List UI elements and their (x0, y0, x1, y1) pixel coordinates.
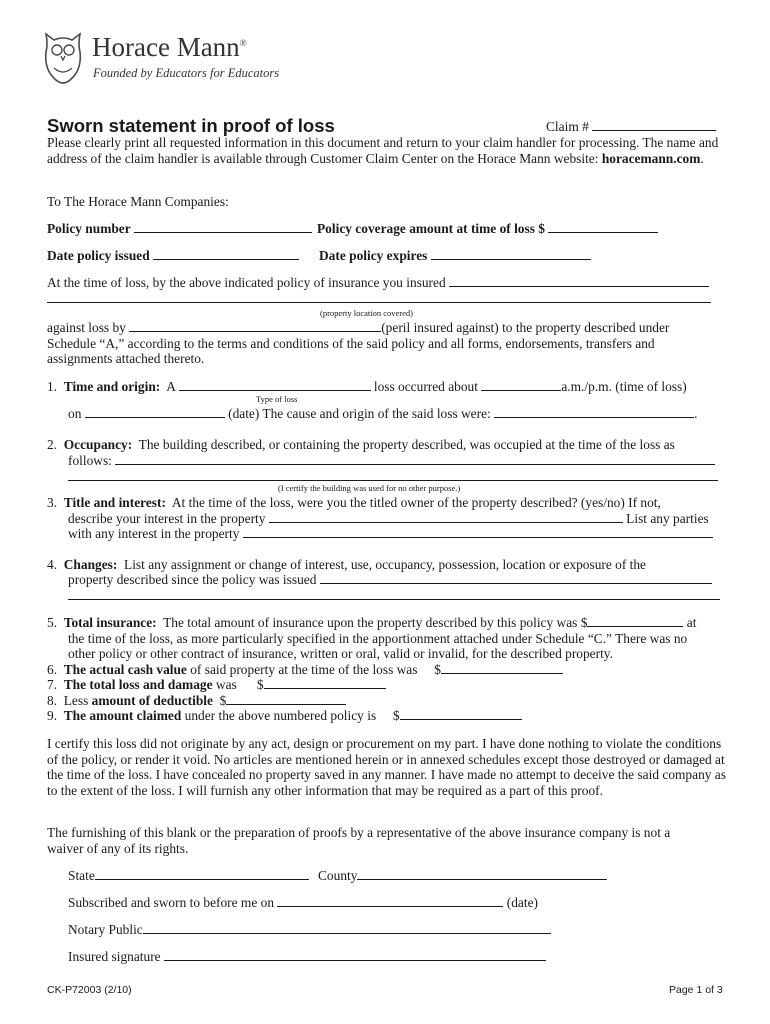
changes-field[interactable]: property described since the policy was issued (68, 572, 712, 587)
changes-blank-2[interactable] (68, 599, 720, 600)
item-4-changes: 4. Changes: List any assignment or change of interest, use, occupancy, possession, location or exposure of the (47, 557, 647, 572)
item-1-time-origin[interactable]: 1. Time and origin: A loss occurred about a.m./p.m. (time of loss) (47, 379, 687, 394)
brand-name: Horace Mann (92, 32, 240, 62)
notary-public-field[interactable]: Notary Public (68, 922, 551, 937)
item-5-line-2: the time of the loss, as more particularly specified in the apportionment attached under Schedule “C.” There was no (68, 631, 688, 646)
state-field[interactable]: State (68, 868, 309, 883)
item-1-date-cause[interactable]: on (date) The cause and origin of the said loss were: . (68, 406, 698, 421)
subscribed-date-field[interactable]: Subscribed and sworn to before me on (date) (68, 895, 538, 910)
item-2-occupancy: 2. Occupancy: The building described, or containing the property described, was occupied at the time of the loss as (47, 437, 675, 452)
furnishing-paragraph: The furnishing of this blank or the preparation of proofs by a representative of the above insurance company is not a waiver of any of its rights. (47, 825, 671, 856)
item-7-total-loss[interactable]: 7. The total loss and damage was $ (47, 677, 386, 692)
type-of-loss-note: Type of loss (256, 394, 298, 404)
occupancy-blank-2[interactable] (68, 480, 718, 481)
intro-text: Please clearly print all requested information in this document and return to your claim handler for processing. The name and address of the claim handler is available through Customer Claim Center on the Horace Mann website: horacemann.com. (47, 135, 719, 166)
page-number: Page 1 of 3 (669, 984, 723, 996)
date-issued-field[interactable]: Date policy issued (47, 248, 299, 263)
coverage-amount-field[interactable]: Policy coverage amount at time of loss $ (317, 221, 658, 236)
item-6-actual-cash-value[interactable]: 6. The actual cash value of said property at the time of the loss was $ (47, 662, 563, 677)
item-3-title-interest: 3. Title and interest: At the time of the loss, were you the titled owner of the property described? (yes/no) If not, (47, 495, 661, 510)
registered-mark: ® (239, 38, 247, 48)
horace-mann-logo (42, 30, 332, 90)
schedule-a-text: Schedule “A,” according to the terms and conditions of the said policy and all forms, endorsements, transfers and (47, 336, 655, 351)
item-5-line-3: other policy or other contract of insurance, written or oral, valid or invalid, for the described property. (68, 646, 613, 661)
item-5-total-insurance[interactable]: 5. Total insurance: The total amount of insurance upon the property described by this policy was $ at (47, 615, 697, 630)
certify-use-note: (I certify the building was used for no other purpose.) (278, 483, 461, 493)
owl-logo-icon (42, 30, 84, 86)
against-loss-line[interactable]: against loss by (peril insured against) to the property described under (47, 320, 670, 335)
insured-line[interactable]: At the time of loss, by the above indicated policy of insurance you insured (47, 275, 709, 290)
claim-label: Claim # (546, 119, 589, 134)
property-location-note: (property location covered) (320, 308, 413, 318)
salutation: To The Horace Mann Companies: (47, 194, 229, 209)
occupancy-follows-field[interactable]: follows: (68, 453, 715, 468)
claim-number-field[interactable] (546, 119, 716, 134)
form-code: CK-P72003 (2/10) (47, 984, 132, 996)
website-link[interactable]: horacemann.com (601, 150, 701, 166)
item-8-deductible[interactable]: 8. Less amount of deductible $ (47, 693, 346, 708)
item-9-amount-claimed[interactable]: 9. The amount claimed under the above numbered policy is $ (47, 708, 522, 723)
property-location-blank[interactable] (47, 302, 711, 303)
policy-number-field[interactable]: Policy number (47, 221, 312, 236)
assignments-text: assignments attached thereto. (47, 351, 205, 366)
interest-field[interactable]: describe your interest in the property List any parties (68, 511, 709, 526)
insured-signature-field[interactable]: Insured signature (68, 949, 546, 964)
county-field[interactable]: County (318, 868, 607, 883)
brand-tagline: Founded by Educators for Educators (93, 66, 280, 80)
interest-parties-field[interactable]: with any interest in the property (68, 526, 713, 541)
page-title: Sworn statement in proof of loss (47, 115, 335, 136)
certify-paragraph: I certify this loss did not originate by any act, design or procurement on my part. I have done nothing to violate the conditions of the policy, or render it void. No articles are mentioned herein or in annexed schedules except those destroyed or damaged at the time of the loss. I have concealed no property saved in any manner. I have made no attempt to deceive the said company as to the extent of the loss. I will furnish any other information that may be required as a part of this proof. (47, 736, 726, 798)
date-expires-field[interactable]: Date policy expires (319, 248, 591, 263)
